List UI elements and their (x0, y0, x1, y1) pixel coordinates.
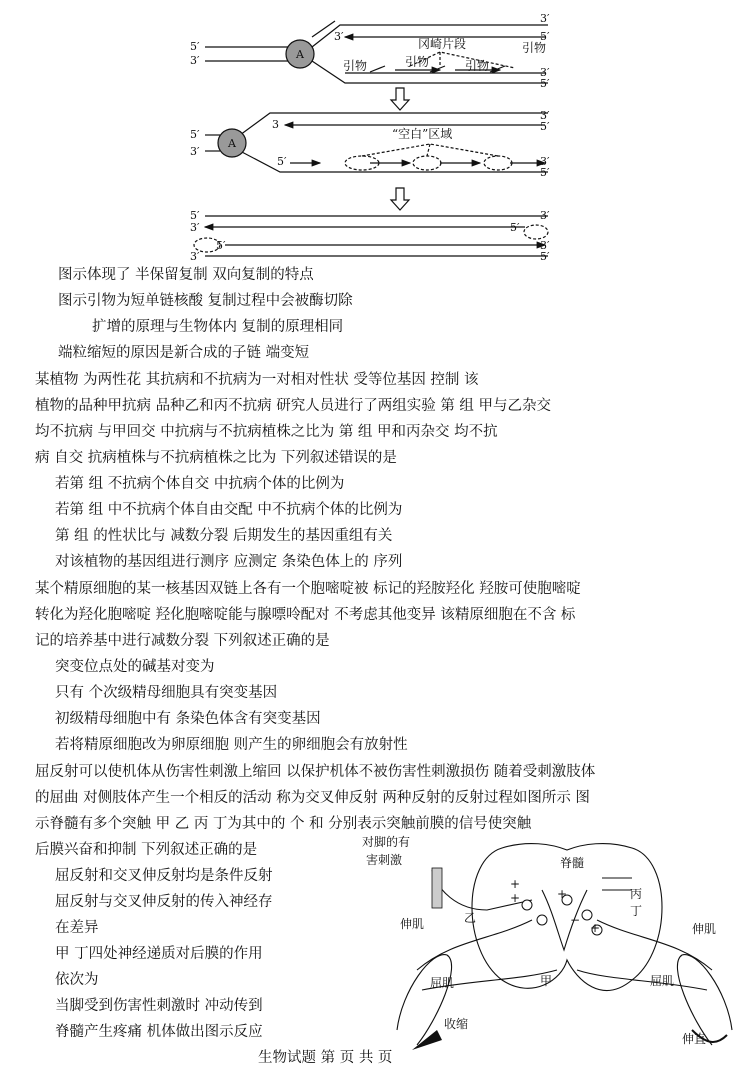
page-footer: 生物试题 第 页 共 页 (258, 1050, 393, 1066)
line-4: 端粒缩短的原因是新合成的子链 端变短 (58, 345, 310, 361)
svg-text:5′: 5′ (190, 128, 200, 141)
line-22: 示脊髓有多个突触 甲 乙 丙 丁为其中的 个 和 分别表示突触前膜的信号使突触 (35, 816, 532, 832)
svg-text:3′: 3′ (190, 145, 200, 158)
line-18: 初级精母细胞中有 条染色体含有突变基因 (55, 711, 321, 727)
svg-text:3′: 3′ (540, 66, 550, 79)
line-16: 突变位点处的碱基对变为 (55, 659, 215, 675)
svg-text:收缩: 收缩 (444, 1017, 469, 1031)
svg-text:3′: 3′ (540, 209, 550, 222)
svg-text:5′: 5′ (540, 30, 550, 43)
line-15: 记的培养基中进行减数分裂 下列叙述正确的是 (35, 633, 330, 649)
svg-text:5′: 5′ (277, 155, 287, 168)
svg-text:丁: 丁 (630, 904, 643, 918)
svg-text:伸肌: 伸肌 (400, 917, 425, 931)
line-25: 屈反射与交叉伸反射的传入神经存 (55, 894, 273, 910)
svg-text:5′: 5′ (510, 221, 520, 234)
line-12: 对该植物的基因组进行测序 应测定 条染色体上的 序列 (55, 554, 403, 570)
svg-text:3′: 3′ (540, 109, 550, 122)
line-9: 若第 组 不抗病个体自交 中抗病个体的比例为 (55, 476, 345, 492)
svg-text:伸直: 伸直 (682, 1032, 707, 1046)
line-3: 扩增的原理与生物体内 复制的原理相同 (92, 319, 344, 335)
line-10: 若第 组 中不抗病个体自由交配 中不抗病个体的比例为 (55, 502, 403, 518)
svg-text:丙: 丙 (630, 887, 643, 901)
svg-text:+: + (590, 921, 601, 935)
blank-region-label: “空白”区域 (392, 127, 453, 141)
svg-text:屈肌: 屈肌 (650, 974, 675, 988)
reflex-diagram (362, 830, 737, 1055)
svg-text:3′: 3′ (190, 221, 200, 234)
svg-text:3′: 3′ (540, 239, 550, 252)
svg-text:对脚的有: 对脚的有 (362, 835, 411, 849)
svg-text:乙: 乙 (464, 911, 477, 925)
line-29: 当脚受到伤害性刺激时 冲动传到 (55, 998, 263, 1014)
svg-text:3: 3 (272, 118, 279, 131)
svg-text:引物: 引物 (522, 41, 547, 55)
svg-text:5′: 5′ (540, 250, 550, 263)
svg-text:甲: 甲 (540, 974, 553, 988)
line-28: 依次为 (55, 972, 99, 988)
svg-text:+: + (510, 877, 521, 891)
svg-text:3′: 3′ (540, 155, 550, 168)
line-14: 转化为羟化胞嘧啶 羟化胞嘧啶能与腺嘌呤配对 不考虑其他变异 该精原细胞在不含 标 (35, 607, 576, 623)
line-5: 某植物 为两性花 其抗病和不抗病为一对相对性状 受等位基因 控制 该 (35, 372, 479, 388)
svg-text:5′: 5′ (540, 77, 550, 90)
svg-text:−: − (570, 913, 581, 927)
line-20: 屈反射可以使机体从伤害性刺激上缩回 以保护机体不被伤害性刺激损伤 随着受刺激肢体 (35, 764, 596, 780)
line-27: 甲 丁四处神经递质对后膜的作用 (55, 946, 263, 962)
svg-text:+: + (557, 887, 568, 901)
svg-text:引物: 引物 (405, 55, 430, 69)
dna-replication-diagram (0, 0, 741, 262)
svg-text:5′: 5′ (190, 40, 200, 53)
svg-text:屈肌: 屈肌 (430, 976, 455, 990)
line-19: 若将精原细胞改为卵原细胞 则产生的卵细胞会有放射性 (55, 737, 408, 753)
label-A2: A (228, 137, 236, 150)
svg-text:5′: 5′ (540, 120, 550, 133)
svg-text:+: + (510, 891, 521, 905)
line-1: 图示体现了 半保留复制 双向复制的特点 (58, 267, 314, 283)
svg-text:伸肌: 伸肌 (692, 922, 717, 936)
line-21: 的屈曲 对侧肢体产生一个相反的活动 称为交叉伸反射 两种反射的反射过程如图所示 图 (35, 790, 590, 806)
line-13: 某个精原细胞的某一核基因双链上各有一个胞嘧啶被 标记的羟胺羟化 羟胺可使胞嘧啶 (35, 581, 581, 597)
svg-text:引物: 引物 (343, 59, 368, 73)
svg-text:5′: 5′ (190, 209, 200, 222)
line-23: 后膜兴奋和抑制 下列叙述正确的是 (35, 842, 258, 858)
svg-text:5′: 5′ (540, 166, 550, 179)
svg-text:3′: 3′ (190, 54, 200, 67)
svg-text:引物: 引物 (465, 59, 490, 73)
line-11: 第 组 的性状比与 减数分裂 后期发生的基因重组有关 (55, 528, 393, 544)
okazaki-label: 冈崎片段 (418, 37, 467, 51)
line-2: 图示引物为短单链核酸 复制过程中会被酶切除 (58, 293, 353, 309)
svg-text:3′: 3′ (334, 30, 344, 43)
line-17: 只有 个次级精母细胞具有突变基因 (55, 685, 278, 701)
svg-text:3′: 3′ (540, 12, 550, 25)
svg-text:害刺激: 害刺激 (366, 853, 403, 867)
label-A1: A (296, 48, 304, 61)
line-8: 病 自交 抗病植株与不抗病植株之比为 下列叙述错误的是 (35, 450, 397, 466)
line-30: 脊髓产生疼痛 机体做出图示反应 (55, 1024, 263, 1040)
svg-text:3′: 3′ (190, 250, 200, 263)
line-7: 均不抗病 与甲回交 中抗病与不抗病植株之比为 第 组 甲和丙杂交 均不抗 (35, 424, 498, 440)
spinal-label: 脊髓 (560, 856, 585, 870)
line-26: 在差异 (55, 920, 99, 936)
line-6: 植物的品种甲抗病 品种乙和丙不抗病 研究人员进行了两组实验 第 组 甲与乙杂交 (35, 398, 552, 414)
line-24: 屈反射和交叉伸反射均是条件反射 (55, 868, 273, 884)
svg-text:5′: 5′ (216, 239, 226, 252)
